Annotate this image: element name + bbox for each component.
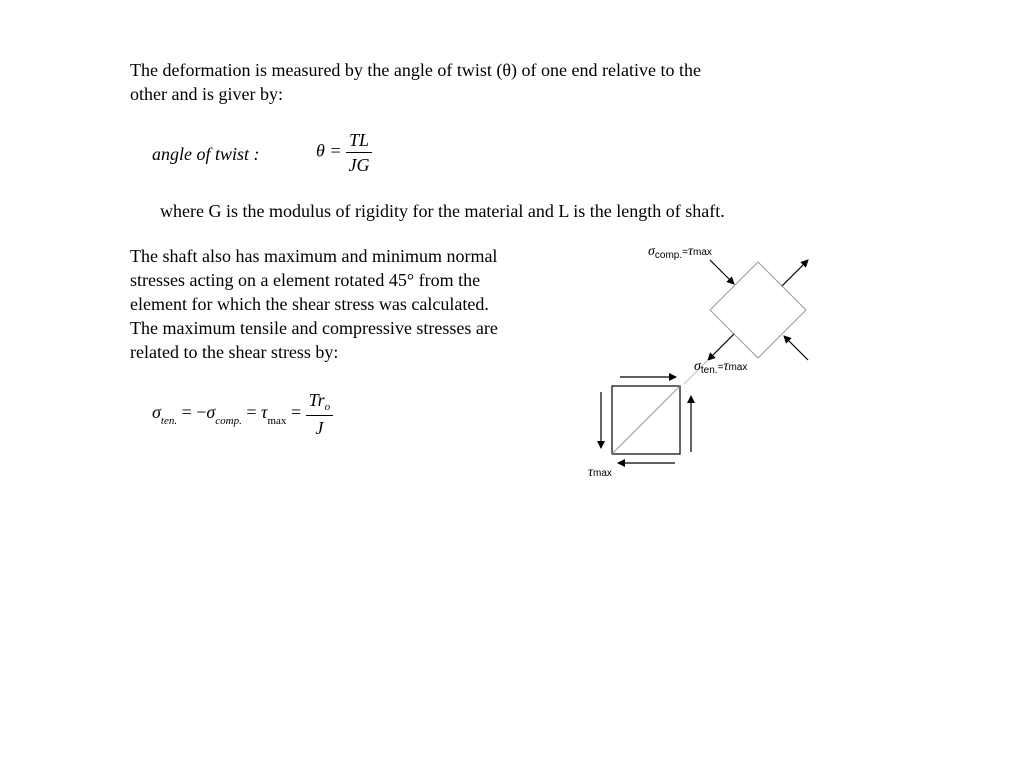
stress-element-diagram (580, 230, 820, 480)
ten-subscript: ten. (160, 415, 178, 428)
stress-eq-1: = − (177, 402, 207, 423)
stress-eq-3: = (286, 402, 306, 423)
compressive-arrow-top (710, 260, 734, 284)
twist-label: angle of twist : (152, 144, 260, 164)
max-subscript: max (267, 415, 287, 428)
twist-denominator: JG (348, 155, 370, 175)
shaft-line-1: The shaft also has maximum and minimum normal (130, 246, 498, 266)
shear-label: τmax (588, 465, 612, 480)
stress-numerator (306, 390, 334, 416)
stress-numerator-tr: Tr (308, 390, 325, 410)
shaft-line-5: related to the shear stress by: (130, 342, 339, 362)
compressive-arrow-bottom (784, 336, 808, 360)
stress-formula (152, 390, 333, 438)
intro-paragraph (130, 58, 830, 106)
tensile-arrow-top (782, 260, 808, 286)
stress-denominator: J (315, 418, 324, 438)
shaft-line-4: The maximum tensile and compressive stresses are (130, 318, 498, 338)
sigma-ten-symbol: σ (152, 402, 161, 423)
shaft-line-2: stresses acting on a element rotated 45° from the (130, 270, 481, 290)
twist-formula (316, 130, 372, 175)
stress-fraction (306, 390, 334, 438)
twist-fraction (346, 130, 372, 175)
shaft-paragraph (130, 244, 570, 364)
tau-symbol: τ (261, 402, 268, 423)
sigma-comp-symbol: σ (206, 402, 216, 423)
where-text: where G is the modulus of rigidity for the material and L is the length of shaft. (160, 201, 725, 221)
shaft-line-3: element for which the shear stress was calculated. (130, 294, 489, 314)
twist-lhs: θ = (316, 140, 342, 161)
ten-label: σten.=τmax (694, 359, 748, 376)
intro-line-2: other and is giver by: (130, 84, 283, 104)
comp-label: σcomp.=τmax (648, 244, 712, 261)
stress-numerator-sub: o (324, 401, 331, 413)
twist-numerator: TL (346, 130, 372, 153)
intro-line-1: The deformation is measured by the angle of twist (θ) of one end relative to the (130, 60, 701, 80)
stress-eq-2: = (241, 402, 262, 423)
tensile-arrow-bottom (708, 334, 734, 360)
comp-subscript: comp. (215, 415, 242, 428)
